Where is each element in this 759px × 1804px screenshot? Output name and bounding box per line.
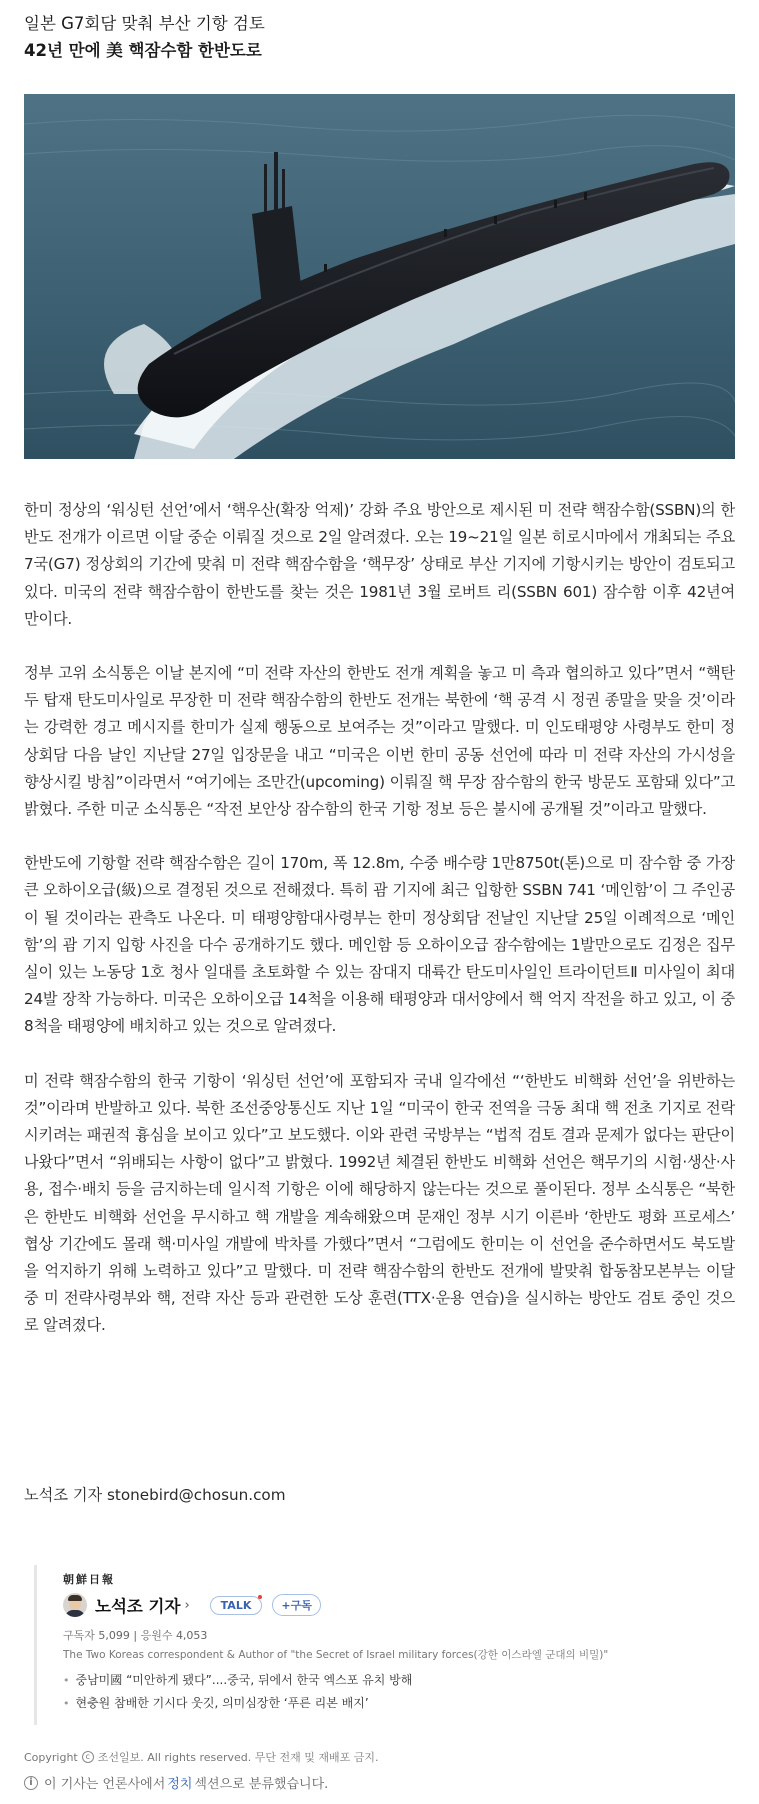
talk-button[interactable] <box>210 1596 263 1615</box>
article-paragraph: 정부 고위 소식통은 이날 본지에 “미 전략 자산의 한반도 전개 계획을 놓고 미 측과 협의하고 있다”면서 “핵탄두 탑재 탄도미사일로 무장한 미 전략 핵잠수함의 한반도 전개는 북한에 ‘핵 공격 시 정권 종말을 맞을 것’이라는 강력한 경고 메시지를 한미가 실제 행동으로 보여주는 것”이라고 말했다. 미 인도태평양 사령부도 한미 정상회담 다음 날인 지난달 27일 입장문을 내고 “미국은 이번 한미 공동 선언에 따라 미 전략 자산의 가시성을 향상시킬 방침”이라면서 “여기에는 조만간(upcoming) 이뤄질 핵 무장 잠수함의 한국 방문도 포함돼 있다”고 밝혔다. 주한 미군 소식통은 “작전 보안상 잠수함의 한국 기항 정보 등은 불시에 공개될 것”이라고 말했다. <box>24 664 735 819</box>
reporter-avatar[interactable] <box>63 1593 87 1617</box>
copyright-label: Copyright <box>24 1750 78 1764</box>
chevron-right-icon[interactable]: › <box>184 1597 190 1613</box>
classification-prefix: 이 기사는 언론사에서 <box>44 1777 166 1792</box>
copyright-icon: c <box>82 1751 94 1763</box>
article-byline: 노석조 기자 stonebird@chosun.com <box>24 1486 286 1504</box>
copyright-text: 조선일보. All rights reserved. 무단 전재 및 재배포 금지. <box>97 1751 379 1764</box>
bullet-icon: • <box>63 1674 70 1687</box>
reporter-stats: 구독자 5,099 | 응원수 4,053 <box>63 1629 208 1642</box>
reporter-description: The Two Koreas correspondent & Author of "the Secret of Israel military forces(강한 이스라엘 군대의 비밀)" <box>63 1649 609 1661</box>
notification-dot-icon <box>258 1595 262 1599</box>
reporter-header <box>63 1593 321 1617</box>
headline-title: 42년 만에 美 핵잠수함 한반도로 <box>24 41 262 60</box>
related-article-title: 중남미國 “미안하게 됐다”....중국, 뒤에서 한국 엑스포 유치 방해 <box>75 1673 413 1687</box>
reporter-card <box>34 1565 734 1725</box>
article-body <box>24 497 735 1367</box>
article-paragraph: 미 전략 핵잠수함의 한국 기항이 ‘워싱턴 선언’에 포함되자 국내 일각에선 “‘한반도 비핵화 선언’을 위반하는 것”이라며 반발하고 있다. 북한 조선중앙통신도 지난 1일 “미국이 한국 전역을 극동 최대 핵 전초 기지로 전락시키려는 패권적 흉심을 보이고 있다”고 보도했다. 이와 관련 국방부는 “법적 검토 결과 문제가 없다는 판단이 나왔다”면서 “위배되는 사항이 없다”고 밝혔다. 1992년 체결된 한반도 비핵화 선언은 핵무기의 시험·생산·사용, 접수·배치 등을 금지하는데 일시적 기항은 이에 해당하지 않는다는 것으로 풀이된다. 정부 소식통은 “북한은 한반도 비핵화 선언을 무시하고 핵 개발을 계속해왔으며 문재인 정부 시기 이른바 ‘한반도 평화 프로세스’ 협상 기간에도 몰래 핵·미사일 개발에 박차를 가했다”면서 “그럼에도 한미는 이 선언을 준수하면서도 북도발을 억지하기 위해 노력하고 있다”고 말했다. 미 전략 핵잠수함의 한반도 전개에 발맞춰 합동참모본부는 이달 중 미 전략사령부와 핵, 전략 자산 등과 관련한 도상 훈련(TTX·운용 연습)을 실시하는 방안도 검토 중인 것으로 알려졌다. <box>24 1071 735 1335</box>
section-link-politics[interactable]: 정치 <box>167 1777 193 1792</box>
section-classification <box>24 1773 328 1792</box>
related-article-title: 현충원 참배한 기시다 웃깃, 의미심장한 ‘푸른 리본 배지’ <box>75 1696 369 1710</box>
classification-suffix: 섹션으로 분류했습니다. <box>194 1777 329 1792</box>
bullet-icon: • <box>63 1697 70 1710</box>
article-paragraph: 한반도에 기항할 전략 핵잠수함은 길이 170m, 폭 12.8m, 수중 배수량 1만8750t(톤)으로 미 잠수함 중 가장 큰 오하이오급(級)으로 결정된 것으로 전해졌다. 특히 괌 기지에 최근 입항한 SSBN 741 ‘메인함’이 그 주인공이 될 것이라는 관측도 나온다. 미 태평양함대사령부는 한미 정상회담 전날인 지난달 25일 이례적으로 ‘메인함’의 괌 기지 입항 사진을 다수 공개하기도 했다. 메인함 등 오하이오급 잠수함에는 1발만으로도 김정은 집무실이 있는 노동당 1호 청사 일대를 초토화할 수 있는 잠대지 대륙간 탄도미사일인 트라이던트Ⅱ 미사일이 최대 24발 장착 가능하다. 미국은 오하이오급 14척을 이용해 태평양과 대서양에서 핵 억지 작전을 하고 있고, 이 중 8척을 태평양에 배치하고 있는 것으로 알려졌다. <box>24 854 735 1036</box>
info-icon: i <box>24 1776 38 1790</box>
reporter-article-links <box>63 1669 723 1715</box>
article-headline <box>24 10 734 64</box>
copyright-notice <box>24 1749 379 1765</box>
reporter-name-link[interactable]: 노석조 기자 <box>95 1597 181 1616</box>
newspaper-logo: 朝鮮日報 <box>63 1573 115 1586</box>
headline-subtitle: 일본 G7회담 맞춰 부산 기항 검토 <box>24 14 265 33</box>
subscribe-button[interactable]: +구독 <box>272 1594 320 1616</box>
talk-button-label: TALK <box>220 1598 252 1612</box>
related-article-link[interactable] <box>63 1669 723 1692</box>
article-paragraph: 한미 정상의 ‘워싱턴 선언’에서 ‘핵우산(확장 억제)’ 강화 주요 방안으로 제시된 미 전략 핵잠수함(SSBN)의 한반도 전개가 이르면 이달 중순 이뤄질 것으로 2일 알려졌다. 오는 19~21일 일본 히로시마에서 개최되는 주요 7국(G7) 정상회의 기간에 맞춰 미 전략 핵잠수함을 ‘핵무장’ 상태로 부산 기지에 기항시키는 방안이 검토되고 있다. 미국의 전략 핵잠수함이 한반도를 찾는 것은 1981년 3월 로버트 리(SSBN 601) 잠수함 이후 42년여 만이다. <box>24 501 735 628</box>
submarine-photo <box>24 94 735 459</box>
related-article-link[interactable] <box>63 1692 723 1715</box>
